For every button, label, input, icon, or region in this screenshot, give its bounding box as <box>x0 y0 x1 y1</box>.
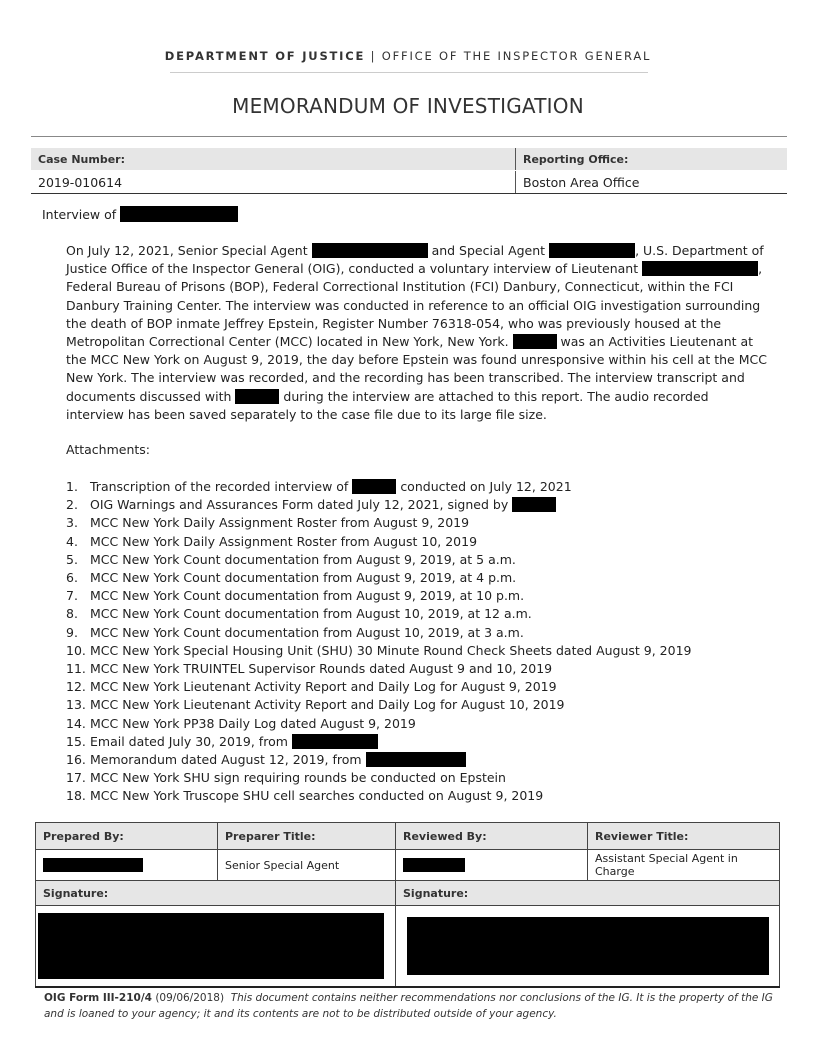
case-number-value: 2019-010614 <box>31 171 516 194</box>
narrative-part-5: was an Activities Lieutenant at the MCC New York on August 9, 2019, the day before Epstein was found unresponsive within his cell at the MCC New York. The interview was recorded, and the recording has been transcribed. The interview transcript and documents discussed with <box>66 334 767 404</box>
office-name: OFFICE OF THE INSPECTOR GENERAL <box>381 49 652 63</box>
list-item-number: 9. <box>66 624 78 640</box>
redaction-box <box>549 243 635 258</box>
list-item <box>66 787 770 805</box>
reviewed-by-value <box>396 850 588 881</box>
list-item-number: 3. <box>66 515 78 531</box>
list-item <box>66 587 770 605</box>
list-item <box>66 733 770 751</box>
agency-name: DEPARTMENT OF JUSTICE <box>164 49 366 63</box>
signature-label-preparer: Signature: <box>36 881 396 906</box>
reporting-office-label: Reporting Office: <box>516 148 788 171</box>
list-item-text: Transcription of the recorded interview of <box>90 479 349 494</box>
list-item <box>66 496 770 514</box>
preparer-signature-area <box>36 906 396 988</box>
form-footer <box>44 990 774 1022</box>
list-item-text: MCC New York Count documentation from August 9, 2019, at 5 a.m. <box>90 551 516 567</box>
list-item-text: MCC New York PP38 Daily Log dated August 9, 2019 <box>90 715 416 731</box>
prepared-by-value <box>36 850 218 881</box>
reviewer-title-label: Reviewer Title: <box>588 823 780 850</box>
list-item <box>66 751 770 769</box>
list-item-text: OIG Warnings and Assurances Form dated July 12, 2021, signed by <box>90 497 509 513</box>
narrative-part-4: , Federal Bureau of Prisons (BOP), Federal Correctional Institution (FCI) Danbury, Connecticut, within the FCI Danbury Training Center. The interview was conducted in reference to an official OIG investigation surrounding the death of BOP inmate Jeffrey Epstein, Register Number 76318-054, who was previously housed at the Metropolitan Correctional Center (MCC) located in New York, New York. <box>66 261 763 350</box>
list-item-text: MCC New York SHU sign requiring rounds be conducted on Epstein <box>90 770 506 786</box>
list-item <box>66 478 770 496</box>
list-item <box>66 605 770 623</box>
list-item-text: MCC New York TRUINTEL Supervisor Rounds dated August 9 and 10, 2019 <box>90 661 553 677</box>
redaction-box <box>642 261 758 276</box>
reviewer-title-value: Assistant Special Agent in Charge <box>588 850 780 881</box>
letterhead <box>0 49 816 63</box>
list-item-text: Email dated July 30, 2019, from <box>90 733 288 749</box>
narrative-paragraph <box>66 242 770 424</box>
redaction-box <box>352 479 396 494</box>
letterhead-separator: | <box>370 49 377 63</box>
list-item <box>66 551 770 569</box>
redaction-box <box>403 858 465 872</box>
list-item-text: Memorandum dated August 12, 2019, from <box>90 752 362 768</box>
preparer-title-label: Preparer Title: <box>218 823 396 850</box>
redaction-box <box>235 389 279 404</box>
redaction-box <box>38 913 384 979</box>
redaction-box <box>512 497 556 512</box>
attachments-list <box>66 478 770 806</box>
interview-subject-line <box>42 206 238 222</box>
preparer-title-value: Senior Special Agent <box>218 850 396 881</box>
redaction-box <box>120 206 238 222</box>
list-item-text: MCC New York Lieutenant Activity Report and Daily Log for August 9, 2019 <box>90 679 557 695</box>
redaction-box <box>43 858 143 872</box>
list-item <box>66 569 770 587</box>
form-number: OIG Form III-210/4 <box>44 992 152 1004</box>
list-item-number: 7. <box>66 588 78 604</box>
list-item-text: MCC New York Daily Assignment Roster from August 10, 2019 <box>90 533 478 549</box>
list-item-text: MCC New York Count documentation from August 9, 2019, at 10 p.m. <box>90 588 525 604</box>
list-item-text: MCC New York Count documentation from August 9, 2019, at 4 p.m. <box>90 570 517 586</box>
redaction-box <box>513 334 557 349</box>
reviewed-by-label: Reviewed By: <box>396 823 588 850</box>
list-item-text: MCC New York Count documentation from August 10, 2019, at 12 a.m. <box>90 606 532 622</box>
list-item <box>66 660 770 678</box>
title-divider <box>31 136 787 137</box>
list-item-number: 14. <box>66 715 86 731</box>
list-item-number: 15. <box>66 733 86 749</box>
list-item-number: 18. <box>66 788 86 804</box>
list-item-number: 16. <box>66 752 86 768</box>
redaction-box <box>312 243 428 258</box>
attachments-heading: Attachments: <box>66 442 151 457</box>
list-item-text: MCC New York Daily Assignment Roster from August 9, 2019 <box>90 515 470 531</box>
list-item-text: conducted on July 12, 2021 <box>400 479 572 494</box>
case-info-table <box>31 148 787 194</box>
list-item-number: 2. <box>66 497 78 513</box>
list-item-number: 13. <box>66 697 86 713</box>
prepared-by-label: Prepared By: <box>36 823 218 850</box>
list-item-number: 1. <box>66 479 78 494</box>
narrative-part-2: and Special Agent <box>431 243 546 258</box>
redaction-box <box>292 734 378 749</box>
list-item-number: 4. <box>66 533 78 549</box>
disclaimer-text: This document contains neither recommendations nor conclusions of the IG. It is the property of the IG and is loaned to your agency; it and its contents are not to be distributed outside of your agency. <box>44 992 773 1020</box>
list-item <box>66 514 770 532</box>
reviewer-signature-area <box>396 906 780 988</box>
list-item-number: 8. <box>66 606 78 622</box>
reporting-office-value: Boston Area Office <box>516 171 788 194</box>
letterhead-divider <box>170 72 648 73</box>
list-item <box>66 769 770 787</box>
narrative-part-6: during the interview are attached to this report. The audio recorded interview has been saved separately to the case file due to its large file size. <box>66 388 709 422</box>
list-item <box>66 642 770 660</box>
signature-table <box>35 822 780 988</box>
list-item-text: MCC New York Count documentation from August 10, 2019, at 3 a.m. <box>90 624 524 640</box>
redaction-box <box>407 917 769 975</box>
list-item-number: 11. <box>66 661 86 677</box>
redaction-box <box>366 752 466 767</box>
list-item <box>66 533 770 551</box>
list-item-text: MCC New York Truscope SHU cell searches conducted on August 9, 2019 <box>90 788 544 804</box>
signature-label-reviewer: Signature: <box>396 881 780 906</box>
list-item-number: 12. <box>66 679 86 695</box>
list-item <box>66 696 770 714</box>
form-date: (09/06/2018) <box>155 992 225 1004</box>
list-item-number: 5. <box>66 551 78 567</box>
list-item <box>66 624 770 642</box>
list-item <box>66 715 770 733</box>
list-item-number: 10. <box>66 642 86 658</box>
list-item-number: 17. <box>66 770 86 786</box>
narrative-part-1: On July 12, 2021, Senior Special Agent <box>66 243 308 258</box>
list-item-number: 6. <box>66 570 78 586</box>
list-item-text: MCC New York Special Housing Unit (SHU) 30 Minute Round Check Sheets dated August 9, 2019 <box>90 642 692 658</box>
interview-label: Interview of <box>42 207 117 222</box>
page-title: MEMORANDUM OF INVESTIGATION <box>232 94 584 118</box>
narrative-part-3: , U.S. Department of Justice Office of the Inspector General (OIG), conducted a voluntary interview of Lieutenant <box>66 243 764 277</box>
list-item <box>66 678 770 696</box>
list-item-text: MCC New York Lieutenant Activity Report and Daily Log for August 10, 2019 <box>90 697 565 713</box>
case-number-label: Case Number: <box>31 148 516 171</box>
